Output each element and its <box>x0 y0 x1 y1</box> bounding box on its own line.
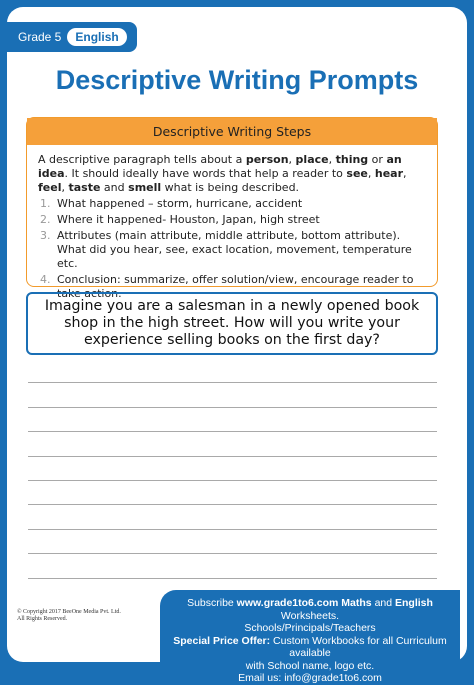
list-number: 2. <box>40 213 51 226</box>
writing-prompt-box <box>26 292 438 355</box>
list-item <box>40 197 427 211</box>
keyword-thing: thing <box>335 153 369 166</box>
writing-line[interactable] <box>28 554 437 578</box>
writing-line[interactable] <box>28 457 437 481</box>
keyword-idea: an idea <box>38 153 402 180</box>
writing-prompt: Imagine you are a salesman in a newly opened book shop in the high street. How will you write your experience selling books on the first day? <box>44 298 420 348</box>
footer-subscribe-line: Subscribe www.grade1to6.com Maths and English Worksheets. <box>187 597 433 622</box>
list-text: Where it happened- Houston, Japan, high street <box>57 213 320 226</box>
writing-line[interactable] <box>28 383 437 407</box>
writing-line[interactable] <box>28 432 437 456</box>
subject-badge: English <box>67 28 126 46</box>
footer-offer-detail: with School name, logo etc. <box>245 659 375 672</box>
list-item <box>40 229 427 271</box>
keyword-taste: taste <box>68 181 101 194</box>
footer-audience: Schools/Principals/Teachers <box>244 622 376 634</box>
footer-offer-line: Special Price Offer: Custom Workbooks for all Curriculum available <box>173 634 447 659</box>
keyword-smell: smell <box>128 181 162 194</box>
list-item <box>40 213 427 227</box>
steps-intro: A descriptive paragraph tells about a person, place, thing or an idea. It should ideally have words that help a reader to see, hear, feel, taste and smell what is being described. <box>38 153 407 194</box>
writing-line[interactable] <box>28 530 437 554</box>
writing-lines[interactable] <box>28 359 437 579</box>
writing-line[interactable] <box>28 481 437 505</box>
keyword-feel: feel <box>38 181 62 194</box>
writing-line[interactable] <box>28 408 437 432</box>
grade-label: Grade 5 <box>18 30 62 44</box>
list-number: 1. <box>40 197 51 210</box>
grade-tab <box>7 22 137 52</box>
footer-email[interactable]: Email us: info@grade1to6.com <box>238 672 382 684</box>
steps-box <box>26 117 438 300</box>
website-link[interactable]: www.grade1to6.com Maths <box>236 597 372 609</box>
worksheet-page <box>7 7 467 684</box>
copyright-notice: © Copyright 2017 BeeOne Media Pvt. Ltd. All Rights Reserved. <box>17 609 121 622</box>
keyword-place: place <box>295 153 329 166</box>
keyword-person: person <box>245 153 289 166</box>
list-text: What happened – storm, hurricane, accident <box>57 197 303 210</box>
keyword-see: see <box>346 167 368 180</box>
steps-heading: Descriptive Writing Steps <box>27 118 437 145</box>
writing-line[interactable] <box>28 505 437 529</box>
promo-footer <box>160 590 460 684</box>
keyword-hear: hear <box>374 167 403 180</box>
list-text: Conclusion: summarize, offer solution/view, encourage reader to take action. <box>57 273 414 300</box>
steps-list <box>27 195 437 301</box>
list-number: 4. <box>40 273 51 286</box>
list-text: Attributes (main attribute, middle attribute, bottom attribute). What did you hear, see, exact location, movement, temperature etc. <box>57 229 412 270</box>
writing-line[interactable] <box>28 359 437 383</box>
page-title: Descriptive Writing Prompts <box>55 65 419 95</box>
list-number: 3. <box>40 229 51 242</box>
